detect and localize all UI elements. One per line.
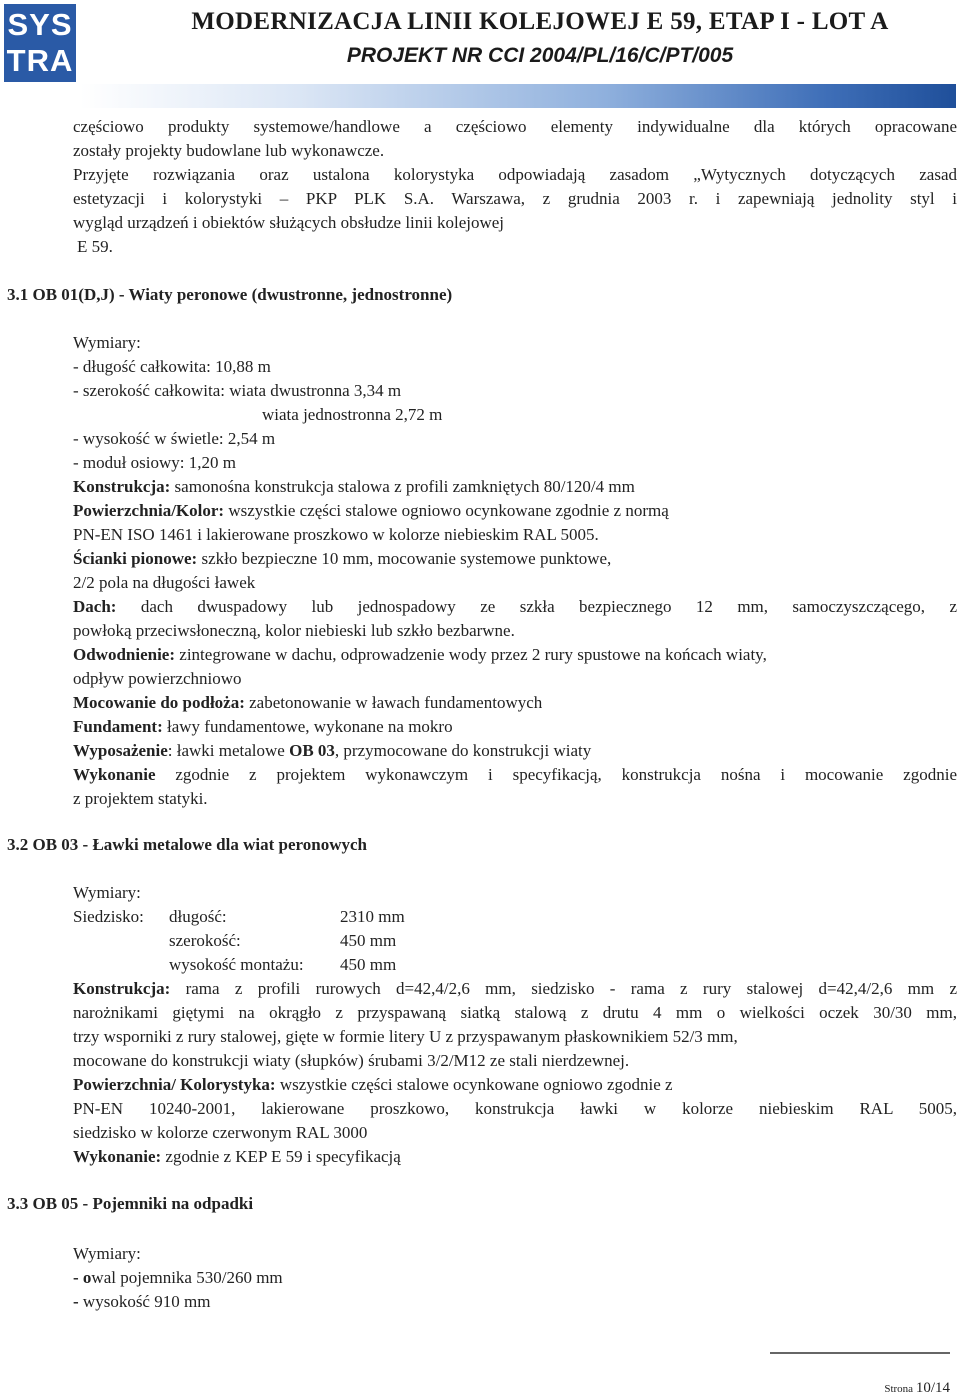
equipment-text-1: : ławki metalowe xyxy=(167,741,290,760)
bench-construction-line-4: mocowane do konstrukcji wiaty (słupków) śrubami 3/2/M12 ze stali nierdzewnej. xyxy=(73,1051,630,1070)
bench-execution-line xyxy=(73,1145,957,1169)
construction-text: samonośna konstrukcja stalowa z profili zamkniętych 80/120/4 mm xyxy=(170,477,635,496)
page-number xyxy=(884,1380,950,1397)
seat-height-row xyxy=(73,953,957,977)
bench-construction-label: Konstrukcja: xyxy=(73,979,171,998)
header-gradient-bar xyxy=(80,84,956,108)
seat-label: Siedzisko: xyxy=(73,907,144,926)
foundation-text: ławy fundamentowe, wykonane na mokro xyxy=(162,717,453,736)
drainage-label: Odwodnienie: xyxy=(73,645,176,664)
dim-length: - długość całkowita: 10,88 m xyxy=(73,357,271,376)
surface-text: wszystkie części stalowe ogniowo ocynkowane zgodnie z normą xyxy=(224,501,669,520)
drainage-line-2: odpływ powierzchniowo xyxy=(73,669,242,688)
equipment-label: Wyposażenie xyxy=(73,741,168,760)
bin-oval-line xyxy=(73,1266,957,1290)
header-subtitle: PROJEKT NR CCI 2004/PL/16/C/PT/005 xyxy=(346,44,734,67)
dim-width-single: wiata jednostronna 2,72 m xyxy=(262,405,443,424)
foundation-line xyxy=(73,715,957,739)
intro-line-5: wygląd urządzeń i obiektów służących obsłudze linii kolejowej xyxy=(73,213,505,232)
systra-logo xyxy=(4,4,76,82)
seat-width-row xyxy=(73,929,957,953)
surface-line-2: PN-EN ISO 1461 i lakierowane proszkowo w kolorze niebieskim RAL 5005. xyxy=(73,525,599,544)
walls-label: Ścianki pionowe: xyxy=(73,549,198,568)
bench-execution-text: zgodnie z KEP E 59 i specyfikacją xyxy=(161,1147,401,1166)
execution-label: Wykonanie xyxy=(73,765,156,784)
length-value: 2310 mm xyxy=(340,907,405,926)
roof-line-2: powłoką przeciwsłoneczną, kolor niebieski lub szkło bezbarwne. xyxy=(73,621,515,640)
logo-line-1: SYS xyxy=(7,7,73,42)
bin-height-dash: - xyxy=(73,1292,79,1311)
wymiary-label: Wymiary: xyxy=(73,883,141,902)
execution-line-2: z projektem statyki. xyxy=(73,789,208,808)
section-3-1-body xyxy=(73,331,957,811)
mounting-label: Mocowanie do podłoża: xyxy=(73,693,245,712)
section-3-3-body xyxy=(73,1242,957,1314)
dim-width: - szerokość całkowita: wiata dwustronna 3,34 m xyxy=(73,381,402,400)
section-3-2-heading: 3.2 OB 03 - Ławki metalowe dla wiat peronowych xyxy=(7,835,367,854)
intro-line-2: zostały projekty budowlane lub wykonawcze. xyxy=(73,141,385,160)
bench-construction-text: rama z profili rurowych d=42,4/2,6 mm, siedzisko - rama z rury stalowej d=42,4/2,6 mm z xyxy=(170,979,957,998)
equipment-line xyxy=(73,739,957,763)
wymiary-label: Wymiary: xyxy=(73,1244,141,1263)
bench-construction-line-2: narożnikami giętymi na okrągło z przyspawaną siatką stalową z drutu 4 mm o wielkości oczek 30/30 mm, xyxy=(73,1003,957,1022)
wymiary-label: Wymiary: xyxy=(73,333,141,352)
page-label: Strona xyxy=(884,1383,916,1395)
bench-surface-line xyxy=(73,1073,957,1097)
mounting-line xyxy=(73,691,957,715)
header-title: MODERNIZACJA LINII KOLEJOWEJ E 59, ETAP I - LOT A xyxy=(191,8,889,35)
section-3-1-heading: 3.1 OB 01(D,J) - Wiaty peronowe (dwustronne, jednostronne) xyxy=(7,285,453,304)
roof-label: Dach: xyxy=(73,597,117,616)
bench-surface-label: Powierzchnia/ Kolorystyka: xyxy=(73,1075,276,1094)
width-value: 450 mm xyxy=(340,931,397,950)
bin-oval-text: wal pojemnika 530/260 mm xyxy=(91,1268,283,1287)
equipment-text-2: , przymocowane do konstrukcji wiaty xyxy=(334,741,592,760)
intro-line-4: estetyzacji i kolorystyki – PKP PLK S.A. Warszawa, z grudnia 2003 r. i zapewniają jednolity styl i xyxy=(73,189,957,208)
length-label: długość: xyxy=(169,907,227,926)
section-3-2-body xyxy=(73,881,957,1169)
bin-oval-dash: - o xyxy=(73,1268,92,1287)
execution-line xyxy=(73,763,957,787)
bench-surface-text: wszystkie części stalowe ocynkowane ogniowo zgodnie z xyxy=(275,1075,673,1094)
roof-line xyxy=(73,595,957,619)
dim-module: - moduł osiowy: 1,20 m xyxy=(73,453,236,472)
roof-text: dach dwuspadowy lub jednospadowy ze szkła bezpiecznego 12 mm, samoczyszczącego, z xyxy=(116,597,957,616)
surface-line xyxy=(73,499,957,523)
construction-line xyxy=(73,475,957,499)
mounting-text: zabetonowanie w ławach fundamentowych xyxy=(244,693,543,712)
footer-rule xyxy=(770,1352,950,1354)
walls-line-2: 2/2 pola na długości ławek xyxy=(73,573,256,592)
bench-surface-line-2: PN-EN 10240-2001, lakierowane proszkowo, konstrukcja ławki w kolorze niebieskim RAL 5005, xyxy=(73,1099,957,1118)
walls-text: szkło bezpieczne 10 mm, mocowanie systemowe punktowe, xyxy=(197,549,612,568)
height-value: 450 mm xyxy=(340,955,397,974)
page-value: 10/14 xyxy=(915,1380,950,1396)
section-3-3-heading: 3.3 OB 05 - Pojemniki na odpadki xyxy=(7,1194,254,1213)
intro-line-3: Przyjęte rozwiązania oraz ustalona kolorystyka odpowiadają zasadom „Wytycznych dotyczących zasad xyxy=(73,165,957,184)
width-label: szerokość: xyxy=(169,931,241,950)
drainage-line xyxy=(73,643,957,667)
bench-construction-line xyxy=(73,977,957,1001)
foundation-label: Fundament: xyxy=(73,717,163,736)
drainage-text: zintegrowane w dachu, odprowadzenie wody przez 2 rury spustowe na końcach wiaty, xyxy=(175,645,767,664)
bench-construction-line-3: trzy wsporniki z rury stalowej, gięte w formie litery U z przyspawanym płaskownikiem 52/3 mm, xyxy=(73,1027,738,1046)
walls-line xyxy=(73,547,957,571)
intro-line-6: E 59. xyxy=(77,237,113,256)
intro-paragraph xyxy=(73,115,957,259)
bench-surface-line-3: siedzisko w kolorze czerwonym RAL 3000 xyxy=(73,1123,368,1142)
seat-length-row xyxy=(73,905,957,929)
bin-height-text: wysokość 910 mm xyxy=(78,1292,211,1311)
intro-line-1: częściowo produkty systemowe/handlowe a częściowo elementy indywidualne dla których opracowane xyxy=(73,117,957,136)
bench-execution-label: Wykonanie: xyxy=(73,1147,162,1166)
logo-line-2: TRA xyxy=(6,43,74,78)
equipment-ref: OB 03 xyxy=(289,741,335,760)
construction-label: Konstrukcja: xyxy=(73,477,171,496)
height-label: wysokość montażu: xyxy=(169,955,304,974)
execution-text: zgodnie z projektem wykonawczym i specyfikacją, konstrukcja nośna i mocowanie zgodnie xyxy=(155,765,957,784)
dim-height: - wysokość w świetle: 2,54 m xyxy=(73,429,276,448)
bin-height-line xyxy=(73,1290,957,1314)
surface-label: Powierzchnia/Kolor: xyxy=(73,501,225,520)
